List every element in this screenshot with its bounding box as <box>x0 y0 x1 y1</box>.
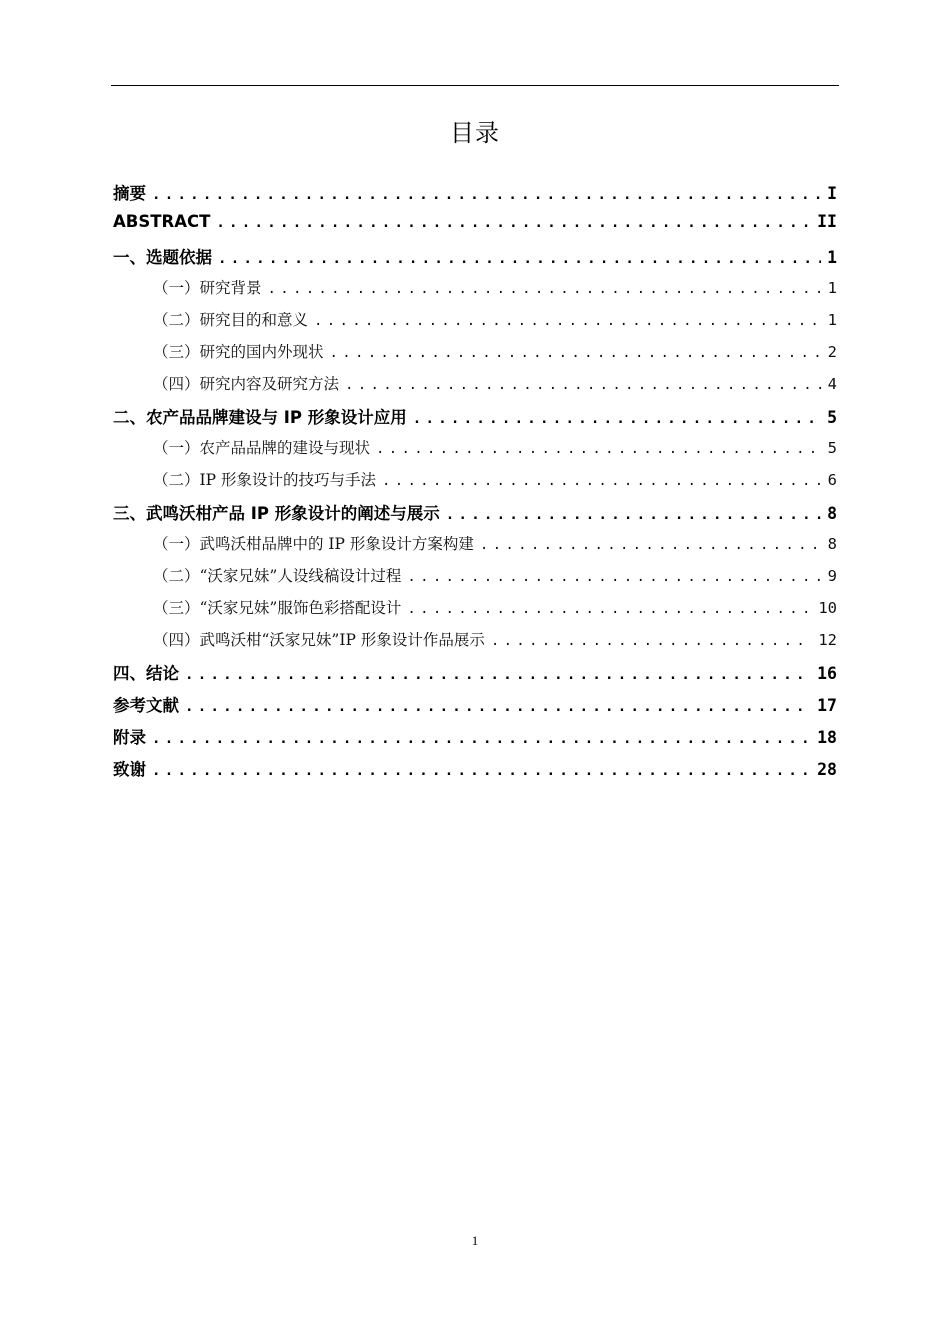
toc-dot-leader <box>382 473 822 489</box>
toc-dot-leader <box>185 667 811 683</box>
toc-entry-label: 附录 <box>113 728 146 747</box>
toc-entry-label: （四）研究内容及研究方法 <box>153 375 340 393</box>
toc-dot-leader <box>218 251 821 267</box>
toc-entry-page: 8 <box>827 535 837 553</box>
toc-dot-leader <box>413 411 821 427</box>
toc-dot-leader <box>446 507 821 523</box>
toc-entry[interactable] <box>153 564 837 592</box>
toc-entry-label: （三）“沃家兄妹”服饰色彩搭配设计 <box>153 599 402 617</box>
toc-entry[interactable] <box>113 404 837 432</box>
toc-entry[interactable] <box>153 372 837 400</box>
toc-entry[interactable] <box>153 468 837 496</box>
toc-entry[interactable] <box>113 244 837 272</box>
toc-entry-page: 8 <box>827 504 837 523</box>
toc-entry-page: 5 <box>827 408 837 427</box>
toc-entry-label: ABSTRACT <box>113 212 211 231</box>
toc-entry-page: 16 <box>817 664 837 683</box>
toc-entry[interactable] <box>113 756 837 784</box>
toc-entry-page: 4 <box>827 375 837 393</box>
toc-entry-label: （三）研究的国内外现状 <box>153 343 324 361</box>
toc-entry-label: 致谢 <box>113 760 146 779</box>
toc-entry-label: （二）研究目的和意义 <box>153 311 309 329</box>
toc-entry[interactable] <box>153 436 837 464</box>
toc-entry-page: 28 <box>817 760 837 779</box>
toc-entry-page: 1 <box>827 311 837 329</box>
page-number: 1 <box>471 1233 479 1248</box>
toc-entry-label: 摘要 <box>113 184 146 203</box>
toc-dot-leader <box>407 569 821 585</box>
toc-entry-page: 17 <box>817 696 837 715</box>
toc-dot-leader <box>152 763 811 779</box>
toc-dot-leader <box>314 313 822 329</box>
toc-entry-page: 9 <box>827 567 837 585</box>
header-rule <box>111 85 839 86</box>
toc-entry[interactable] <box>153 308 837 336</box>
page-title: 目录 <box>450 119 500 147</box>
toc-entry[interactable] <box>153 596 837 624</box>
toc-entry-label: 一、选题依据 <box>113 248 212 267</box>
toc-dot-leader <box>152 187 821 203</box>
toc-entry[interactable] <box>153 532 837 560</box>
toc-dot-leader <box>216 215 811 231</box>
toc-entry-label: 三、武鸣沃柑产品 IP 形象设计的阐述与展示 <box>113 504 440 523</box>
toc-entry-page: 1 <box>827 248 837 267</box>
toc-entry-page: 5 <box>827 439 837 457</box>
toc-dot-leader <box>268 281 822 297</box>
toc-entry[interactable] <box>113 180 837 208</box>
toc-entry-page: 12 <box>818 631 837 649</box>
toc-entry-page: I <box>827 184 837 203</box>
toc-entry[interactable] <box>113 212 837 240</box>
toc-entry[interactable] <box>153 276 837 304</box>
toc-entry[interactable] <box>153 340 837 368</box>
toc-entry[interactable] <box>113 692 837 720</box>
toc-entry[interactable] <box>113 724 837 752</box>
toc-entry-label: （一）武鸣沃柑品牌中的 IP 形象设计方案构建 <box>153 535 474 553</box>
toc-entry-page: 1 <box>827 279 837 297</box>
toc-entry-label: （一）研究背景 <box>153 279 262 297</box>
toc-entry-page: 2 <box>827 343 837 361</box>
toc-entry-label: （二）“沃家兄妹”人设线稿设计过程 <box>153 567 402 585</box>
toc-entry[interactable] <box>113 660 837 688</box>
toc-entry[interactable] <box>153 628 837 656</box>
toc-dot-leader <box>345 377 822 393</box>
toc-entry-label: （四）武鸣沃柑“沃家兄妹”IP 形象设计作品展示 <box>153 631 485 649</box>
toc-dot-leader <box>376 441 822 457</box>
toc-dot-leader <box>491 633 812 649</box>
toc-dot-leader <box>330 345 822 361</box>
toc-dot-leader <box>480 537 822 553</box>
toc-entry-label: （二）IP 形象设计的技巧与手法 <box>153 471 376 489</box>
toc-entry-label: 四、结论 <box>113 664 179 683</box>
toc-entry-label: 参考文献 <box>113 696 179 715</box>
toc-dot-leader <box>185 699 811 715</box>
toc-entry[interactable] <box>113 500 837 528</box>
toc-entry-label: 二、农产品品牌建设与 IP 形象设计应用 <box>113 408 407 427</box>
toc-dot-leader <box>407 601 812 617</box>
toc-entry-page: 10 <box>818 599 837 617</box>
toc-entry-label: （一）农产品品牌的建设与现状 <box>153 439 371 457</box>
toc-entry-page: 6 <box>827 471 837 489</box>
toc-entry-page: II <box>817 212 837 231</box>
toc-dot-leader <box>152 731 811 747</box>
toc-entry-page: 18 <box>817 728 837 747</box>
